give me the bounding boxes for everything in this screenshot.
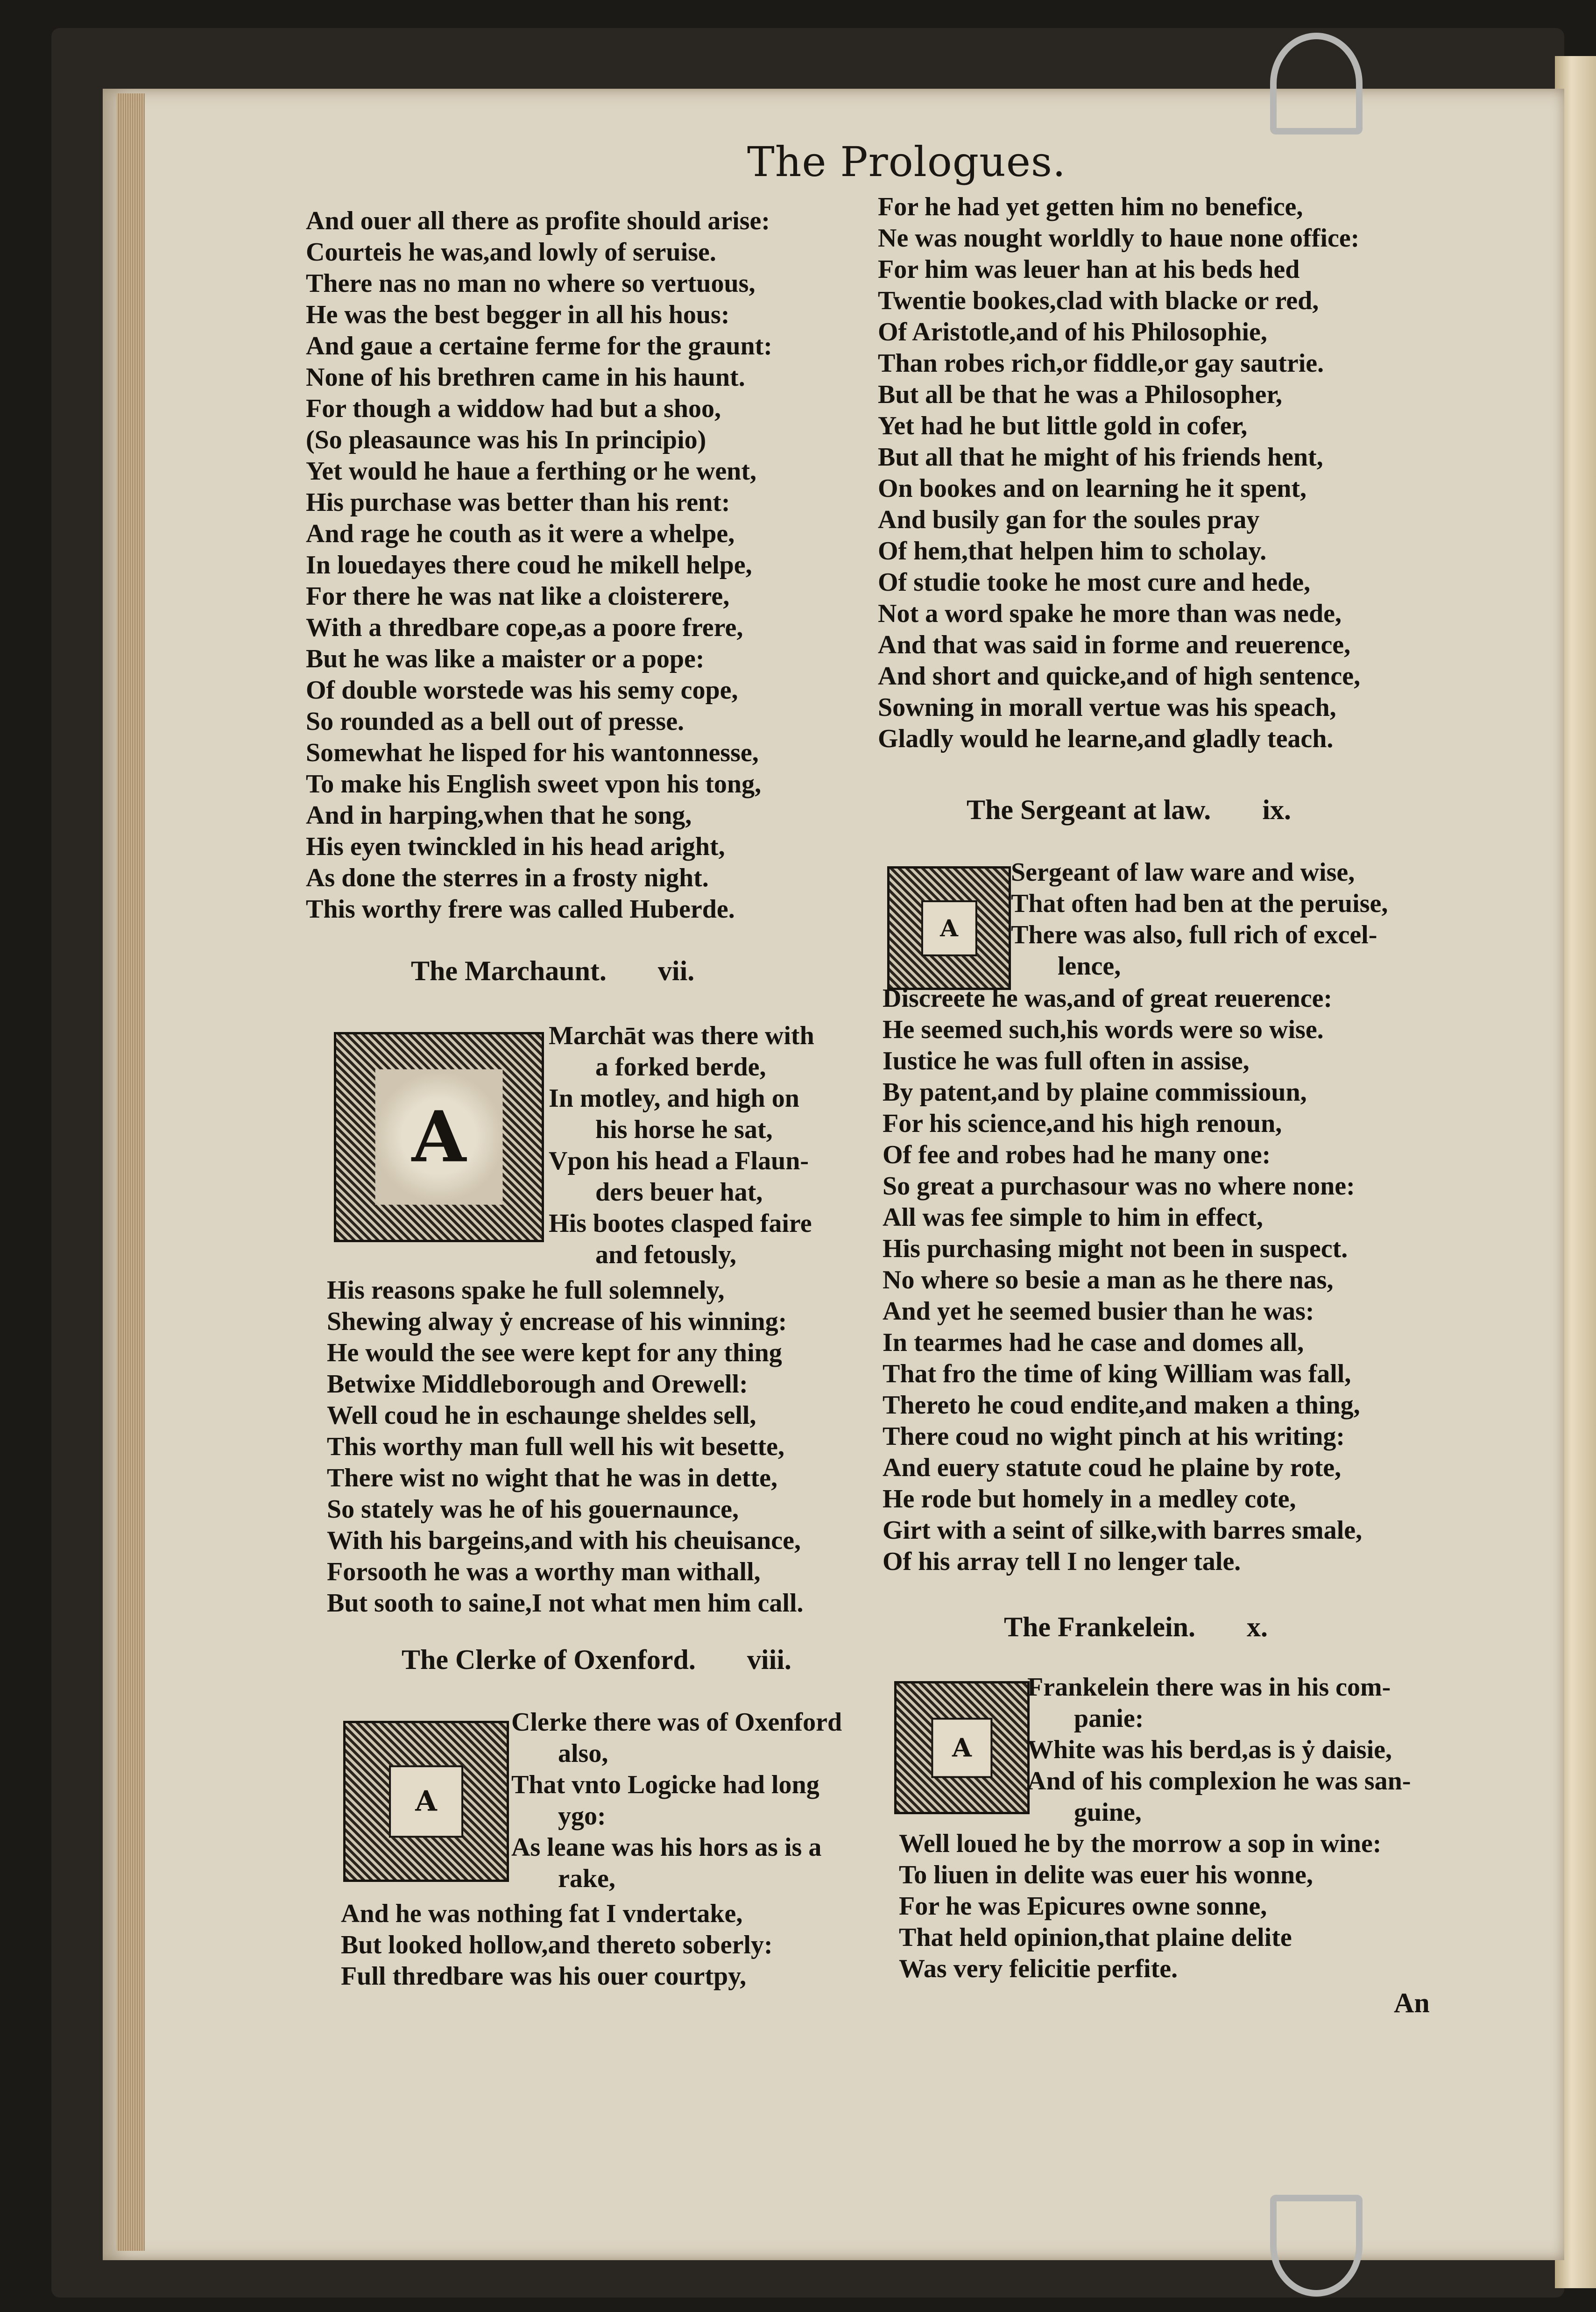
text-line: He was the best begger in all his hous: — [306, 300, 730, 329]
text-line: His purchasing might not been in suspect. — [883, 1234, 1348, 1263]
frankelein-lines — [899, 1828, 1381, 1985]
text-line: ygo: — [558, 1802, 606, 1831]
text-line: As done the sterres in a frosty night. — [306, 863, 709, 892]
text-line: And ouer all there as profite should arise: — [306, 206, 770, 235]
text-line: None of his brethren came in his haunt. — [306, 363, 745, 392]
text-line: lence, — [1058, 952, 1121, 981]
section-number: vii. — [657, 955, 695, 986]
page-edges — [117, 93, 145, 2251]
text-line: Somewhat he lisped for his wantonnesse, — [306, 738, 759, 767]
text-line: Of hem,that helpen him to scholay. — [878, 537, 1267, 566]
section-title: The Marchaunt. — [411, 955, 607, 986]
text-line: Marchāt was there with — [549, 1021, 814, 1050]
text-line: There wist no wight that he was in dette, — [327, 1464, 777, 1492]
text-line: With a thredbare cope,as a poore frere, — [306, 613, 743, 642]
text-line: And yet he seemed busier than he was: — [883, 1297, 1314, 1326]
text-line: His purchase was better than his rent: — [306, 488, 730, 517]
text-line: And busily gan for the soules pray — [878, 505, 1260, 534]
text-line: And of his complexion he was san- — [1027, 1767, 1411, 1796]
text-line: In louedayes there coud he mikell helpe, — [306, 551, 752, 580]
text-line: And euery statute coud he plaine by rote, — [883, 1453, 1342, 1482]
marchaunt-heading — [411, 955, 694, 987]
text-line: His reasons spake he full solemnely, — [327, 1276, 725, 1305]
text-line: Full thredbare was his ouer courtpy, — [341, 1962, 747, 1991]
text-line: All was fee simple to him in effect, — [883, 1203, 1263, 1232]
text-line: Forsooth he was a worthy man withall, — [327, 1557, 761, 1586]
text-line: Well loued he by the morrow a sop in wine: — [899, 1829, 1382, 1858]
text-line: For there he was nat like a cloisterere, — [306, 582, 730, 611]
text-line: There coud no wight pinch at his writing: — [883, 1422, 1345, 1451]
text-line: For though a widdow had but a shoo, — [306, 394, 721, 423]
text-line: But looked hollow,and thereto soberly: — [341, 1930, 773, 1959]
text-line: Thereto he coud endite,and maken a thing, — [883, 1391, 1360, 1420]
book-clasp-bottom — [1270, 2195, 1363, 2297]
frankelein-wrapped-lines — [1027, 1672, 1411, 1828]
right-column-clerke — [878, 191, 1438, 755]
section-title: The Frankelein. — [1004, 1612, 1196, 1642]
text-line: In tearmes had he case and domes all, — [883, 1328, 1304, 1357]
decorated-initial-clerke — [343, 1721, 509, 1882]
text-line: Of double worstede was his semy cope, — [306, 676, 738, 705]
text-line: Clerke there was of Oxenford — [511, 1708, 842, 1737]
text-line: ders beuer hat, — [595, 1178, 763, 1207]
text-line: Shewing alway ẏ encrease of his winning: — [327, 1307, 787, 1336]
text-line: No where so besie a man as he there nas, — [883, 1266, 1334, 1294]
text-line: There nas no man no where so vertuous, — [306, 269, 756, 298]
section-title: The Sergeant at law. — [967, 794, 1211, 825]
catchword: An — [1394, 1987, 1430, 2018]
text-line: But sooth to saine,I not what men him call. — [327, 1589, 804, 1618]
text-line: Twentie bookes,clad with blacke or red, — [878, 286, 1319, 315]
text-line: also, — [558, 1739, 608, 1768]
text-line: Yet would he haue a ferthing or he went, — [306, 457, 756, 486]
text-line: his horse he sat, — [595, 1115, 773, 1144]
text-line: That vnto Logicke had long — [511, 1770, 819, 1799]
text-line: Well coud he in eschaunge sheldes sell, — [327, 1401, 756, 1430]
clerke-heading — [402, 1644, 791, 1676]
text-line: This worthy man full well his wit besette, — [327, 1432, 784, 1461]
text-line: Was very felicitie perfite. — [899, 1954, 1178, 1983]
text-line: Sowning in morall vertue was his speach, — [878, 693, 1336, 722]
text-line: and fetously, — [595, 1240, 736, 1269]
text-line: Discreete he was,and of great reuerence: — [883, 984, 1333, 1013]
text-line: Gladly would he learne,and gladly teach. — [878, 724, 1334, 753]
text-line: Of studie tooke he most cure and hede, — [878, 568, 1311, 597]
sergeant-heading — [967, 794, 1291, 826]
section-number: x. — [1247, 1612, 1268, 1642]
text-line: His bootes clasped faire — [549, 1209, 812, 1238]
text-line: For he was Epicures owne sonne, — [899, 1892, 1267, 1921]
text-line: Courteis he was,and lowly of seruise. — [306, 238, 716, 267]
text-line: His eyen twinckled in his head aright, — [306, 832, 725, 861]
text-line: rake, — [558, 1864, 615, 1893]
text-line: He would the see were kept for any thing — [327, 1338, 782, 1367]
text-line: This worthy frere was called Huberde. — [306, 895, 735, 924]
text-line: In motley, and high on — [549, 1084, 799, 1113]
text-line: He seemed such,his words were so wise. — [883, 1015, 1324, 1044]
marchaunt-lines — [327, 1275, 804, 1619]
text-line: And rage he couth as it were a whelpe, — [306, 519, 735, 548]
text-line: Than robes rich,or fiddle,or gay sautrie. — [878, 349, 1324, 378]
text-line: But he was like a maister or a pope: — [306, 644, 705, 673]
text-line: For him was leuer han at his beds hed — [878, 255, 1300, 284]
text-line: On bookes and on learning he it spent, — [878, 474, 1306, 503]
text-line: For he had yet getten him no benefice, — [878, 192, 1303, 221]
text-line: Iustice he was full often in assise, — [883, 1046, 1250, 1075]
text-line: White was his berd,as is ẏ daisie, — [1027, 1735, 1392, 1764]
text-line: Frankelein there was in his com- — [1027, 1673, 1391, 1702]
running-head: The Prologues. — [747, 138, 1066, 186]
text-line: That fro the time of king William was fall, — [883, 1359, 1351, 1388]
text-line: Of fee and robes had he many one: — [883, 1140, 1271, 1169]
text-line: guine, — [1074, 1798, 1142, 1827]
text-line: panie: — [1074, 1704, 1144, 1733]
frankelein-heading — [1004, 1611, 1268, 1643]
text-line: Girt with a seint of silke,with barres smale, — [883, 1516, 1363, 1545]
text-line: Sergeant of law ware and wise, — [1011, 858, 1355, 887]
text-line: But all that he might of his friends hent, — [878, 443, 1323, 472]
clerke-lines — [341, 1898, 773, 1992]
initial-letter: A — [389, 1765, 464, 1838]
marchaunt-wrapped-lines — [549, 1020, 814, 1271]
section-number: viii. — [747, 1644, 791, 1675]
left-column-frere — [306, 205, 866, 925]
text-line: That held opinion,that plaine delite — [899, 1923, 1292, 1952]
clerke-wrapped-lines — [511, 1707, 842, 1895]
text-line: To make his English sweet vpon his tong, — [306, 770, 762, 799]
initial-letter: A — [921, 900, 977, 956]
text-line: He rode but homely in a medley cote, — [883, 1485, 1296, 1513]
text-line: Ne was nought worldly to haue none office: — [878, 224, 1360, 253]
initial-letter: A — [931, 1718, 992, 1778]
section-title: The Clerke of Oxenford. — [402, 1644, 696, 1675]
text-line: So rounded as a bell out of presse. — [306, 707, 685, 736]
text-line: And he was nothing fat I vndertake, — [341, 1899, 743, 1928]
text-line: Vpon his head a Flaun- — [549, 1146, 809, 1175]
text-line: So great a purchasour was no where none: — [883, 1172, 1355, 1201]
text-line: And gaue a certaine ferme for the graunt: — [306, 332, 772, 361]
text-line: So stately was he of his gouernaunce, — [327, 1495, 739, 1524]
text-line: For his science,and his high renoun, — [883, 1109, 1282, 1138]
text-line: By patent,and by plaine commissioun, — [883, 1078, 1307, 1107]
text-line: With his bargeins,and with his cheuisance, — [327, 1526, 801, 1555]
book-clasp-top — [1270, 33, 1363, 134]
text-line: Of his array tell I no lenger tale. — [883, 1547, 1241, 1576]
text-line: As leane was his hors as is a — [511, 1833, 822, 1862]
section-number: ix. — [1262, 794, 1291, 825]
text-line: a forked berde, — [595, 1053, 766, 1082]
decorated-initial-sergeant — [887, 866, 1011, 990]
text-line: Yet had he but little gold in cofer, — [878, 411, 1248, 440]
decorated-initial-frankelein — [894, 1681, 1030, 1814]
text-line: That often had ben at the peruise, — [1011, 889, 1388, 918]
text-line: And in harping,when that he song, — [306, 801, 692, 830]
text-line: Betwixe Middleborough and Orewell: — [327, 1370, 748, 1399]
sergeant-wrapped-lines — [1011, 857, 1388, 982]
text-line: But all be that he was a Philosopher, — [878, 380, 1283, 409]
text-line: And short and quicke,and of high sentence, — [878, 662, 1361, 691]
text-line: Not a word spake he more than was nede, — [878, 599, 1342, 628]
sergeant-lines — [883, 983, 1362, 1577]
text-line: (So pleasaunce was his In principio) — [306, 425, 706, 454]
decorated-initial-marchaunt — [334, 1032, 544, 1242]
text-line: To liuen in delite was euer his wonne, — [899, 1860, 1313, 1889]
text-line: There was also, full rich of excel- — [1011, 920, 1377, 949]
text-line: And that was said in forme and reuerence, — [878, 630, 1351, 659]
text-line: Of Aristotle,and of his Philosophie, — [878, 318, 1267, 346]
initial-letter: A — [375, 1069, 503, 1205]
